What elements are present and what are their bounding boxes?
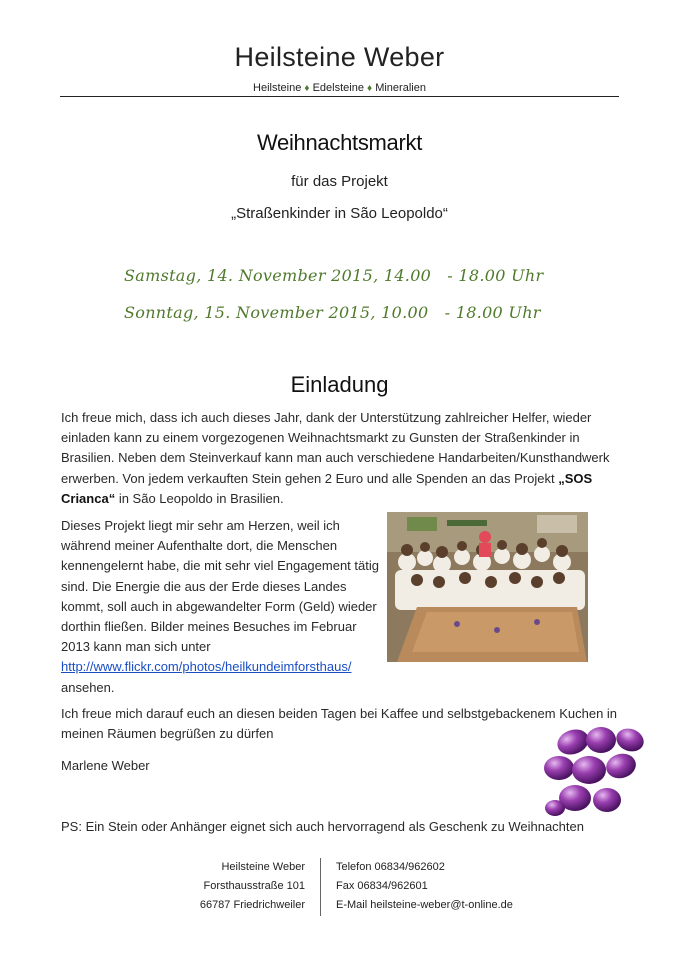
project-name: „Straßenkinder in São Leopoldo“ [231,205,448,222]
footer-divider [320,858,321,916]
paragraph-welcome: Ich freue mich darauf euch an diesen beiden Tagen bei Kaffee und selbstgebackenem Kuchen in meinen Räumen begrüßen zu dürfen [61,706,618,742]
tagline-item-mineralien: Mineralien [375,82,426,94]
footer-phone: Telefon 06834/962602 [336,861,445,873]
footer-street: Forsthausstraße 101 [203,880,305,892]
diamond-icon: ♦ [304,83,310,94]
footer-email: E-Mail heilsteine-weber@t-online.de [336,899,513,911]
amethyst-stones-image [535,718,655,828]
footer-city: 66787 Friedrichweiler [199,899,305,911]
project-sos-name: „SOS Crianca“ [61,470,593,506]
paragraph-intro-text: Ich freue mich, dass ich auch dieses Jahr, dank der Unterstützung zahlreicher Helfer, wieder einladen kann zu einem vorgezogenen Weihnachtsmarkt zu Gunsten der Straßenkinder in Brasilien. Neben dem Steinverkauf kann man auch verschiedene Handarbeiten/Kunsthandwerk erwerben. Von jedem verkauften Stein gehen 2 Euro und alle Spenden an das Projekt [61,410,610,486]
diamond-icon: ♦ [367,83,373,94]
event-title: Weihnachtsmarkt [256,130,423,155]
footer-fax: Fax 06834/962601 [336,880,428,892]
footer-contact [336,858,576,915]
invitation-heading: Einladung [290,372,389,397]
event-subtitle: für das Projekt [291,173,388,190]
header-divider [60,96,619,97]
brand-name: Heilsteine Weber [234,42,445,72]
date-saturday: Samstag, 14. November 2015, 14.00 - 18.00 Uhr [124,266,544,285]
date-sunday: Sonntag, 15. November 2015, 10.00 - 18.00 Uhr [124,303,541,322]
tagline-item-heilsteine: Heilsteine [253,82,302,94]
postscript: PS: Ein Stein oder Anhänger eignet sich auch hervorragend als Geschenk zu Weihnachten [61,819,584,834]
brand-tagline [0,82,679,94]
footer-address [150,858,305,915]
signature: Marlene Weber [61,758,150,773]
paragraph-project-end: ansehen. [61,679,115,695]
paragraph-project [61,516,379,698]
paragraph-project-text: Dieses Projekt liegt mir sehr am Herzen, weil ich während meiner Aufenthalte dort, die Menschen kennengelernt habe, die mit sehr viel Engagement tätig sind. Die Energie die aus der Erde dieses Landes kommt, soll auch in abgewandelter Form (Geld) wieder dorthin fließen. Bilder meines Besuches im Februar 2013 kann man sich unter [61,518,379,655]
children-group-photo [387,512,588,662]
footer-company: Heilsteine Weber [221,861,305,873]
flickr-link[interactable]: http://www.flickr.com/photos/heilkundeimforsthaus/ [61,659,352,675]
tagline-item-edelsteine: Edelsteine [312,82,364,94]
paragraph-intro [61,408,621,509]
paragraph-intro-end: in São Leopoldo in Brasilien. [115,490,284,506]
